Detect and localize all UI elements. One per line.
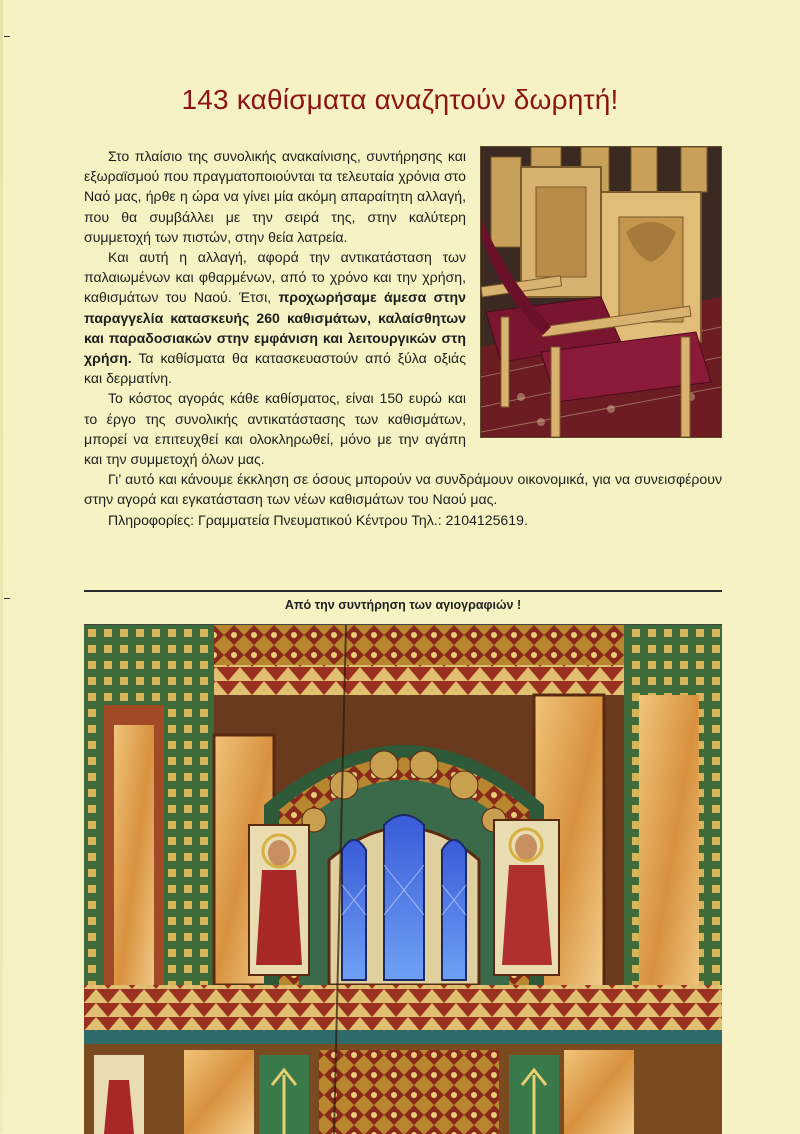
section-divider: [84, 590, 722, 592]
paragraph-3: Το κόστος αγοράς κάθε καθίσματος, είναι 150 ευρώ και το έργο της συνολικής αντικατάστασης των καθισμάτων, μπορεί να επιτευχθεί και ολοκληρωθεί, μόνο με την αγάπη και την συμμετοχή όλων μας.: [84, 390, 466, 468]
paragraph-2-end: Τα καθίσματα θα κατασκευαστούν από ξύλα οξιάς και δερματίνη.: [84, 350, 466, 387]
crop-mark: [4, 598, 10, 599]
crop-mark: [4, 36, 10, 37]
photo-caption: Από την συντήρηση των αγιογραφιών !: [284, 598, 522, 612]
chairs-photo: [480, 146, 722, 438]
paragraph-2-bold: προχωρήσαμε άμεσα στην παραγγελία κατασκευής 260 καθισμάτων, καλαίσθητων και παραδοσιακών στην εμφάνιση και λειτουργικών στη χρήση.: [84, 289, 466, 367]
contact-info: Πληροφορίες: Γραμματεία Πνευματικού Κέντρου Τηλ.: 2104125619.: [108, 511, 528, 528]
chairs-image: [481, 147, 721, 437]
article-title: 143 καθίσματα αναζητούν δωρητή!: [181, 84, 619, 115]
iconography-photo: [84, 624, 722, 1134]
church-interior-image: [84, 625, 722, 1134]
paragraph-1: Στο πλαίσιο της συνολικής ανακαίνισης, συντήρησης και εξωραϊσμού που πραγματοποιούνται τα τελευταία χρόνια στο Ναό μας, ήρθε η ώρα να γίνει μία ακόμη απαραίτητη αλλαγή, που θα συμβάλλει με την σειρά της, στην καλύτερη συμμετοχή των πιστών, στην θεία λατρεία.: [84, 148, 466, 245]
article-body: [84, 146, 722, 530]
page-edge: [0, 0, 3, 1133]
paragraph-4: Γι’ αυτό και κάνουμε έκκληση σε όσους μπορούν να συνδράμουν οικονομικά, για να συνεισφέρουν στην αγορά και εγκατάσταση των νέων καθισμάτων του Ναού μας.: [84, 471, 722, 508]
paragraph-2-text: Και αυτή η αλλαγή, αφορά την αντικατάσταση των παλαιωμένων και φθαρμένων, από το χρόνο και την χρήση, καθισμάτων του Ναού. Έτσι,: [84, 249, 466, 306]
